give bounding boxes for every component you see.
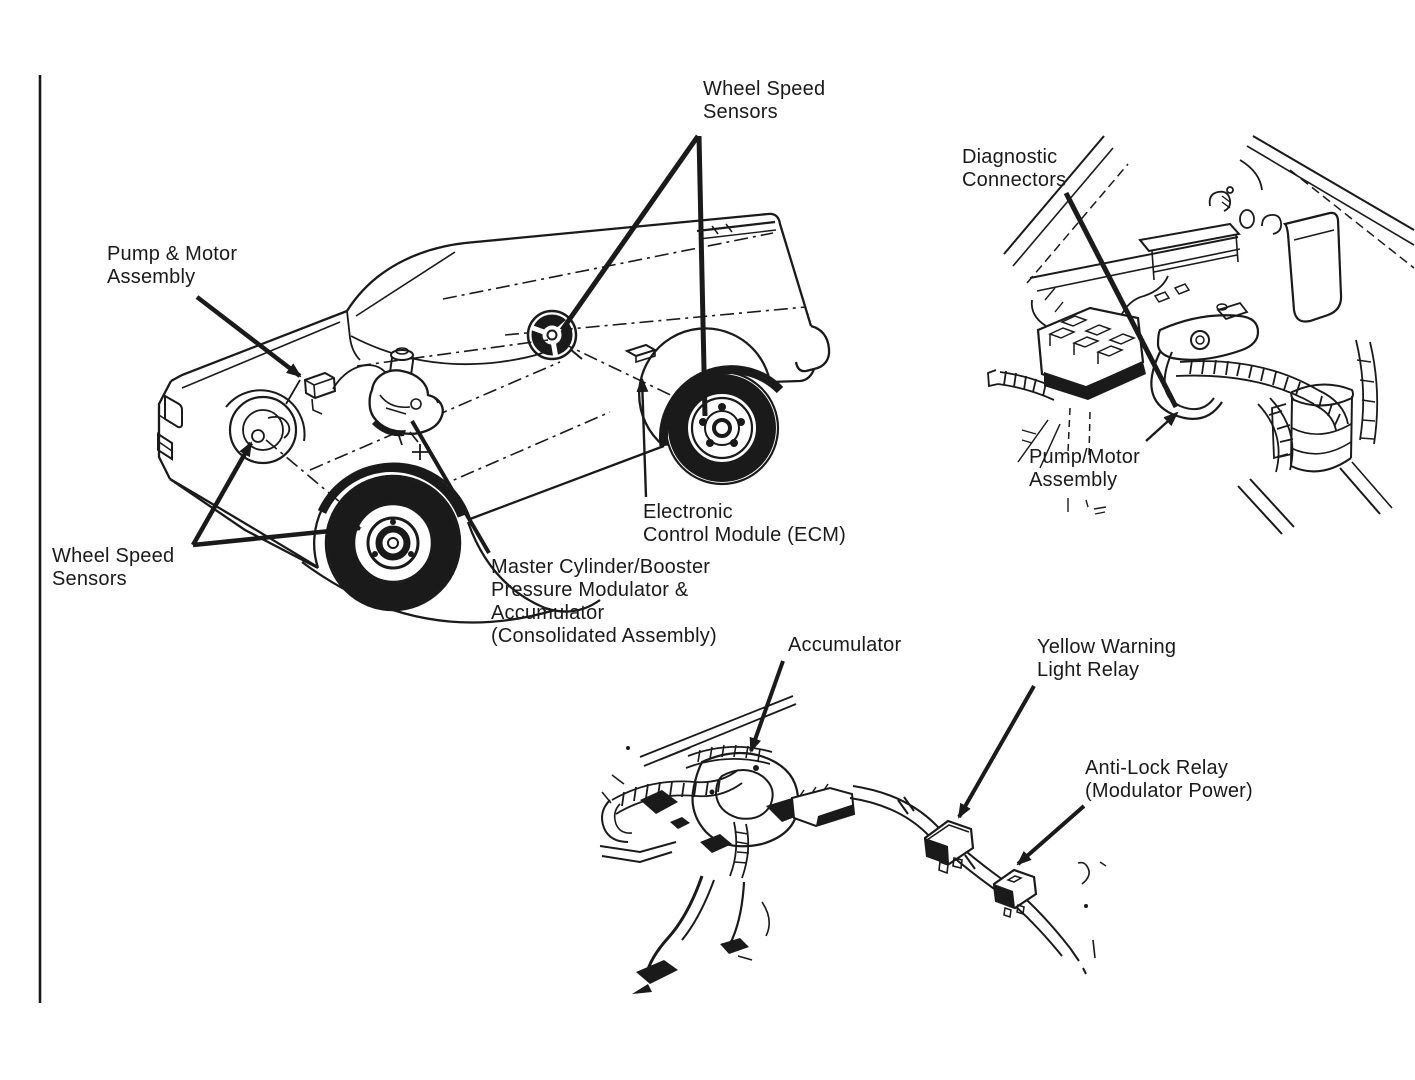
pointer-pump-motor-assembly-right (1146, 413, 1177, 441)
label-line: Pressure Modulator & (491, 579, 689, 601)
label-pump-and-motor-assembly (107, 243, 237, 289)
label-line: Pump & Motor (107, 243, 238, 265)
label-line: Light Relay (1037, 659, 1140, 681)
label-yellow-warning-light-relay (1037, 636, 1176, 682)
label-line: Sensors (52, 568, 127, 590)
ecm-box (627, 345, 655, 362)
pointer-yellow-warning-light-relay (959, 686, 1034, 817)
label-line: Assembly (1029, 469, 1118, 491)
engine-bay-shelf (1032, 224, 1239, 326)
label-line: (Modulator Power) (1085, 780, 1253, 802)
pointer-accumulator (751, 661, 783, 751)
label-wheel-speed-sensors-top (703, 78, 825, 124)
label-master-cylinder (491, 556, 717, 648)
label-line: Master Cylinder/Booster (491, 556, 711, 578)
label-accumulator (788, 634, 901, 657)
label-line: Sensors (703, 101, 778, 123)
engine-bay-ribbed-hose (1176, 360, 1348, 430)
label-line: Electronic (643, 501, 733, 523)
label-line: Accumulator (491, 602, 605, 624)
label-line: Yellow Warning (1037, 636, 1177, 658)
label-line: Pump/Motor (1029, 446, 1140, 468)
engine-bay-pump-motor (1158, 303, 1258, 360)
label-line: Accumulator (788, 634, 902, 656)
engine-bay-cowl-fittings (1210, 187, 1281, 234)
pointer-ecm (642, 379, 646, 497)
harness-stray-marks (1078, 862, 1106, 958)
engine-bay-stray-marks (1068, 498, 1106, 514)
label-line: Wheel Speed (52, 545, 175, 567)
label-line: Diagnostic (962, 146, 1058, 168)
label-pump-motor-assembly (1029, 446, 1140, 492)
label-line: Control Module (ECM) (643, 524, 846, 546)
engine-bay-strap (1356, 340, 1377, 444)
engine-bay-bracket-plate (1285, 213, 1341, 322)
harness-legs (632, 876, 769, 994)
label-line: Assembly (107, 266, 196, 288)
engine-bay-crossing-hose (1258, 398, 1293, 472)
label-anti-lock-relay (1085, 757, 1253, 803)
harness-loop (640, 745, 808, 878)
label-line: Connectors (962, 169, 1067, 191)
master-cylinder-assembly (370, 348, 443, 460)
pointer-wheel-speed-sensors-top (562, 136, 705, 416)
pointer-anti-lock-relay (1018, 806, 1084, 864)
harness-cable (850, 786, 1086, 974)
label-line: Wheel Speed (703, 78, 826, 100)
vehicle-illustration (158, 136, 829, 623)
vehicle-front-detail (158, 396, 182, 459)
front-right-wheel (226, 380, 305, 463)
rear-left-wheel (663, 370, 780, 484)
label-line: (Consolidated Assembly) (491, 625, 717, 647)
wheel-speed-sensor-rotor (528, 311, 582, 359)
label-electronic-control-module (643, 501, 846, 547)
harness-connector-block (792, 784, 854, 826)
harness-illustration (600, 661, 1106, 994)
engine-bay-canister (1272, 384, 1353, 471)
label-wheel-speed-sensors-left (52, 545, 174, 591)
label-line: Anti-Lock Relay (1085, 757, 1229, 779)
label-diagnostic-connectors (962, 146, 1066, 192)
yellow-warning-light-relay-part (925, 821, 975, 873)
front-left-wheel (322, 468, 462, 610)
